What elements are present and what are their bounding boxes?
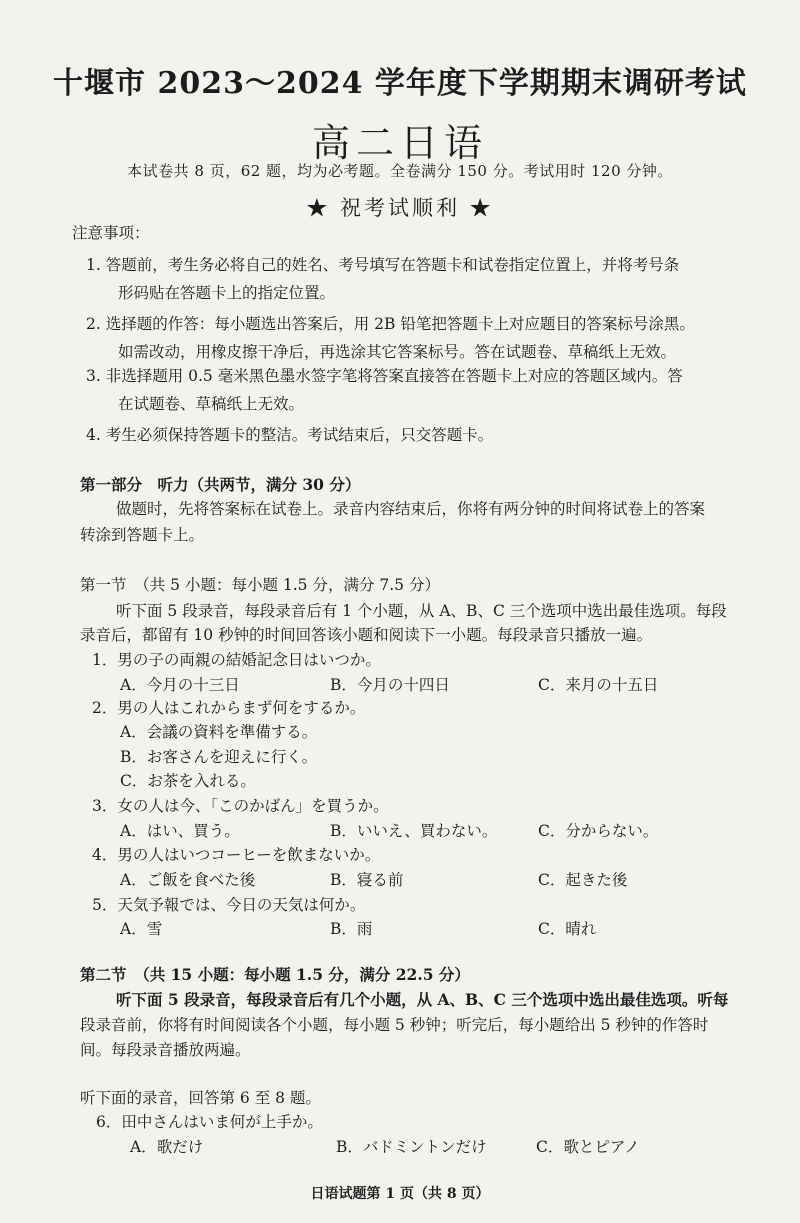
section1-desc-line-1: 听下面 5 段录音，每段录音后有 1 个小题，从 A、B、C 三个选项中选出最佳选项。每段 (116, 602, 727, 620)
question-6-option-c: C．歌とピアノ (536, 1138, 640, 1156)
question-5: 5．天気予報では、今日の天気は何か。 (92, 896, 366, 914)
question-3: 3．女の人は今、「このかばん」を買うか。 (92, 797, 389, 815)
question-1-option-b: B．今月の十四日 (330, 676, 450, 694)
page-footer: 日语试题第 1 页（共 8 页） (310, 1186, 490, 1202)
exam-wish: ★ 祝考试顺利 ★ (306, 196, 494, 220)
question-5-option-a: A．雪 (120, 920, 163, 938)
question-4: 4．男の人はいつコーヒーを飲まないか。 (92, 846, 381, 864)
exam-title: 十堰市 2023～2024 学年度下学期期末调研考试 (53, 66, 747, 101)
part1-heading: 第一部分 听力（共两节，满分 30 分） (80, 475, 361, 494)
section1-heading: 第一节 （共 5 小题：每小题 1.5 分，满分 7.5 分） (80, 576, 440, 594)
question-2-option-a: A．会議の資料を準備する。 (120, 723, 318, 741)
question-6-option-a: A．歌だけ (130, 1138, 204, 1156)
question-4-option-c: C．起きた後 (538, 871, 628, 889)
question-1-option-c: C．来月の十五日 (538, 676, 659, 694)
question-3-option-a: A．はい、買う。 (120, 822, 240, 840)
notice-item-1-line-2: 形码贴在答题卡上的指定位置。 (118, 284, 336, 302)
notice-item-3-line-1: 3. 非选择题用 0.5 毫米黑色墨水签字笔将答案直接答在答题卡上对应的答题区域内。答 (86, 367, 683, 385)
question-5-option-b: B．雨 (330, 920, 373, 938)
section2-intro: 听下面的录音，回答第 6 至 8 题。 (80, 1089, 321, 1107)
question-6-option-b: B．バドミントンだけ (336, 1138, 487, 1156)
question-3-option-b: B．いいえ、買わない。 (330, 822, 498, 840)
notice-item-1-line-1: 1. 答题前，考生务必将自己的姓名、考号填写在答题卡和试卷指定位置上，并将考号条 (86, 256, 680, 274)
part1-desc-line-1: 做题时，先将答案标在试卷上。录音内容结束后，你将有两分钟的时间将试卷上的答案 (116, 500, 706, 518)
question-2-option-c: C．お茶を入れる。 (120, 772, 256, 790)
exam-subject: 高二日语 (311, 121, 488, 165)
question-5-option-c: C．晴れ (538, 920, 597, 938)
section2-desc-line-1: 听下面 5 段录音，每段录音后有几个小题，从 A、B、C 三个选项中选出最佳选项。听每 (116, 990, 729, 1009)
part1-desc-line-2: 转涂到答题卡上。 (80, 526, 205, 544)
section2-heading: 第二节 （共 15 小题：每小题 1.5 分，满分 22.5 分） (80, 965, 470, 984)
question-2-option-b: B．お客さんを迎えに行く。 (120, 748, 318, 766)
section2-desc-line-2: 段录音前，你将有时间阅读各个小题，每小题 5 秒钟；听完后，每小题给出 5 秒钟的作答时 (80, 1016, 709, 1034)
question-4-option-a: A．ご飯を食べた後 (120, 871, 256, 889)
notice-item-2-line-1: 2. 选择题的作答：每小题选出答案后，用 2B 铅笔把答题卡上对应题目的答案标号涂黑。 (86, 315, 695, 333)
exam-info: 本试卷共 8 页，62 题，均为必考题。全卷满分 150 分。考试用时 120 分钟。 (127, 162, 673, 180)
section2-desc-line-3: 间。每段录音播放两遍。 (80, 1041, 251, 1059)
question-3-option-c: C．分からない。 (538, 822, 659, 840)
notice-item-4-line-1: 4. 考生必须保持答题卡的整洁。考试结束后，只交答题卡。 (86, 426, 494, 444)
question-6: 6．田中さんはいま何が上手か。 (96, 1113, 323, 1131)
section1-desc-line-2: 录音后，都留有 10 秒钟的时间回答该小题和阅读下一小题。每段录音只播放一遍。 (80, 626, 653, 644)
question-1: 1．男の子の両親の結婚記念日はいつか。 (92, 651, 381, 669)
question-2: 2．男の人はこれからまず何をするか。 (92, 699, 366, 717)
notice-item-2-line-2: 如需改动，用橡皮擦干净后，再选涂其它答案标号。答在试题卷、草稿纸上无效。 (118, 343, 677, 361)
question-1-option-a: A．今月の十三日 (120, 676, 240, 694)
notice-item-3-line-2: 在试题卷、草稿纸上无效。 (118, 395, 305, 413)
question-4-option-b: B．寝る前 (330, 871, 404, 889)
notice-heading: 注意事项： (72, 224, 150, 242)
